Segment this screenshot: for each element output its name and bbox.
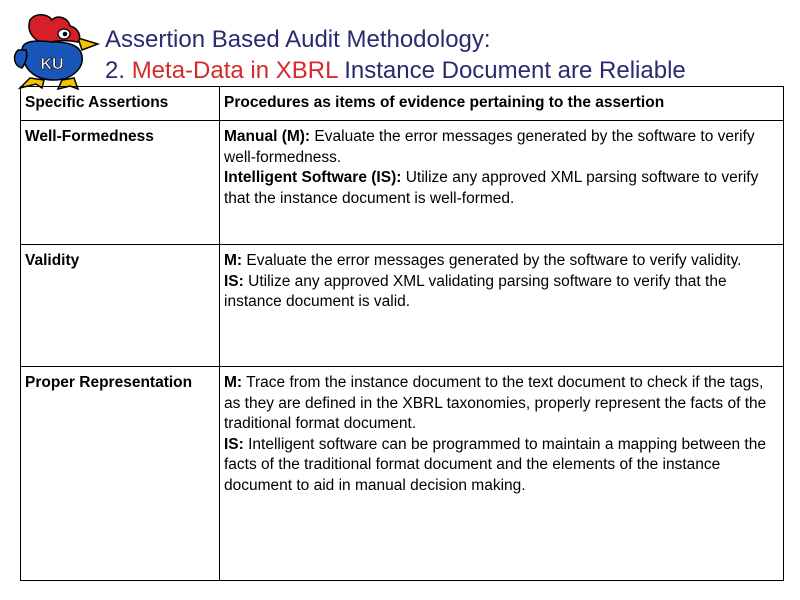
header-specific-assertions: Specific Assertions xyxy=(21,87,220,121)
title-highlight: Meta-Data in XBRL xyxy=(131,57,338,84)
procedure-label: Intelligent Software (IS): xyxy=(224,169,402,186)
slide-title xyxy=(105,24,686,86)
title-number: 2. xyxy=(105,57,126,84)
procedure-text: Evaluate the error messages generated by the software to verify well-formedness. xyxy=(224,128,755,166)
title-line-2 xyxy=(105,55,686,86)
procedure-text: Intelligent software can be programmed to maintain a mapping between the facts of the traditional format document and the elements of the instance document to aid in manual decision making. xyxy=(224,435,766,494)
table-row xyxy=(21,121,784,245)
procedure-text: Utilize any approved XML parsing software to verify that the instance document is well-formed. xyxy=(224,169,759,207)
table-row xyxy=(21,245,784,367)
procedure-label: M: xyxy=(224,374,243,391)
procedure-text: Utilize any approved XML validating parsing software to verify that the instance document is valid. xyxy=(224,272,727,310)
assertion-cell: Proper Representation xyxy=(21,367,220,581)
procedure-text: Trace from the instance document to the text document to check if the tags, as they are defined in the XBRL taxonomies, properly represent the facts of the traditional format document. xyxy=(224,374,767,432)
title-suffix: Instance Document are Reliable xyxy=(344,57,686,84)
table-row xyxy=(21,367,784,581)
assertion-cell: Validity xyxy=(21,245,220,367)
title-line-1: Assertion Based Audit Methodology: xyxy=(105,26,491,53)
assertion-cell: Well-Formedness xyxy=(21,121,220,245)
procedure-label: Manual (M): xyxy=(224,128,311,145)
procedure-text: Evaluate the error messages generated by the software to verify validity. xyxy=(246,252,742,269)
logo-ku-text: KU xyxy=(40,56,64,73)
ku-jayhawk-logo xyxy=(8,10,100,90)
table-header-row xyxy=(21,87,784,121)
procedures-cell xyxy=(220,245,784,367)
procedures-cell xyxy=(220,121,784,245)
procedure-label: M: xyxy=(224,252,243,269)
procedure-label: IS: xyxy=(224,435,244,453)
assertions-table xyxy=(20,86,784,581)
procedures-cell xyxy=(220,367,784,581)
header-procedures: Procedures as items of evidence pertaining to the assertion xyxy=(220,87,784,121)
procedure-label: IS: xyxy=(224,272,244,290)
